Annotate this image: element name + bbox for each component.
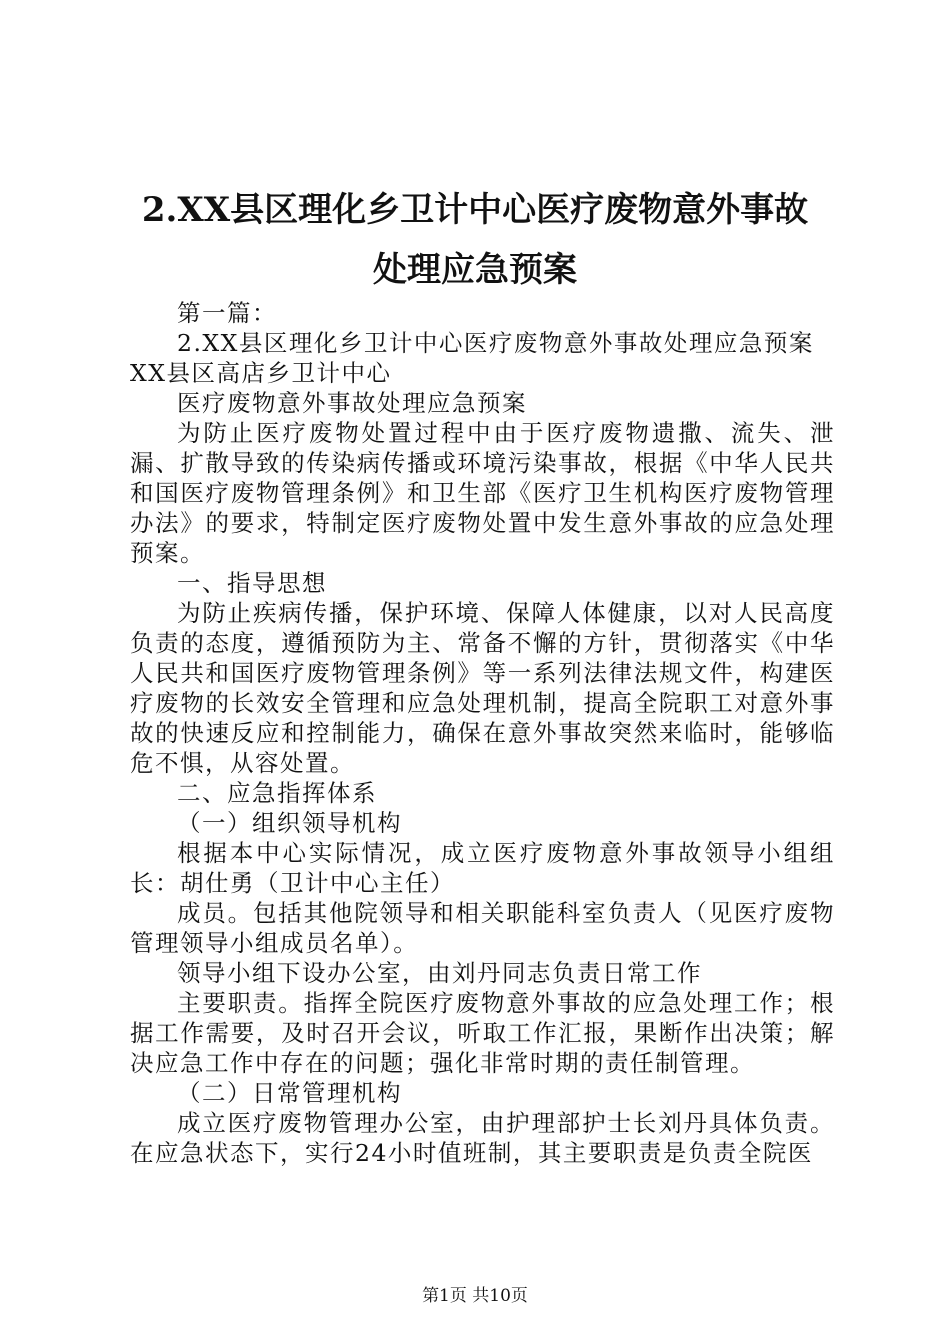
page-number: 第1页 共10页 [422,1286,528,1306]
paragraph-leader: 根据本中心实际情况，成立医疗废物意外事故领导小组组长：胡仕勇（卫计中心主任） [130,839,835,897]
paragraph-subtitle: 2.XX县区理化乡卫计中心医疗废物意外事故处理应急预案 [177,329,814,357]
paragraph-organization: XX县区高店乡卫计中心 [130,359,392,387]
paragraph-section-label: 第一篇： [177,299,277,327]
paragraph-duties: 主要职责。指挥全院医疗废物意外事故的应急处理工作；根据工作需要，及时召开会议，听取工作汇报，果断作出决策；解决应急工作中存在的问题；强化非常时期的责任制管理。 [130,989,835,1077]
document-title-line-2: 处理应急预案 [373,250,577,290]
paragraph-plan-name: 医疗废物意外事故处理应急预案 [177,389,527,417]
paragraph-office: 领导小组下设办公室，由刘丹同志负责日常工作 [177,959,702,987]
document-body [130,298,835,1168]
paragraph-guiding-thought: 为防止疾病传播，保护环境、保障人体健康，以对人民高度负责的态度，遵循预防为主、常备不懈的方针，贯彻落实《中华人民共和国医疗废物管理条例》等一系列法律法规文件，构建医疗废物的长效安全管理和应急处理机制，提高全院职工对意外事故的快速反应和控制能力，确保在意外事故突然来临时，能够临危不惧，从容处置。 [130,599,835,777]
heading-guiding-thought: 一、指导思想 [177,569,327,597]
paragraph-members: 成员。包括其他院领导和相关职能科室负责人（见医疗废物管理领导小组成员名单）。 [130,899,835,957]
paragraph-daily-management: 成立医疗废物管理办公室，由护理部护士长刘丹具体负责。在应急状态下，实行24小时值班制，其主要职责是负责全院医 [130,1109,835,1167]
heading-daily-management: （二）日常管理机构 [177,1079,402,1107]
heading-leadership: （一）组织领导机构 [177,809,402,837]
heading-command-system: 二、应急指挥体系 [177,779,377,807]
paragraph-purpose: 为防止医疗废物处置过程中由于医疗废物遗撒、流失、泄漏、扩散导致的传染病传播或环境污染事故，根据《中华人民共和国医疗废物管理条例》和卫生部《医疗卫生机构医疗废物管理办法》的要求，特制定医疗废物处置中发生意外事故的应急处理预案。 [130,419,835,567]
document-title-line-1: 2.XX县区理化乡卫计中心医疗废物意外事故 [141,190,809,230]
